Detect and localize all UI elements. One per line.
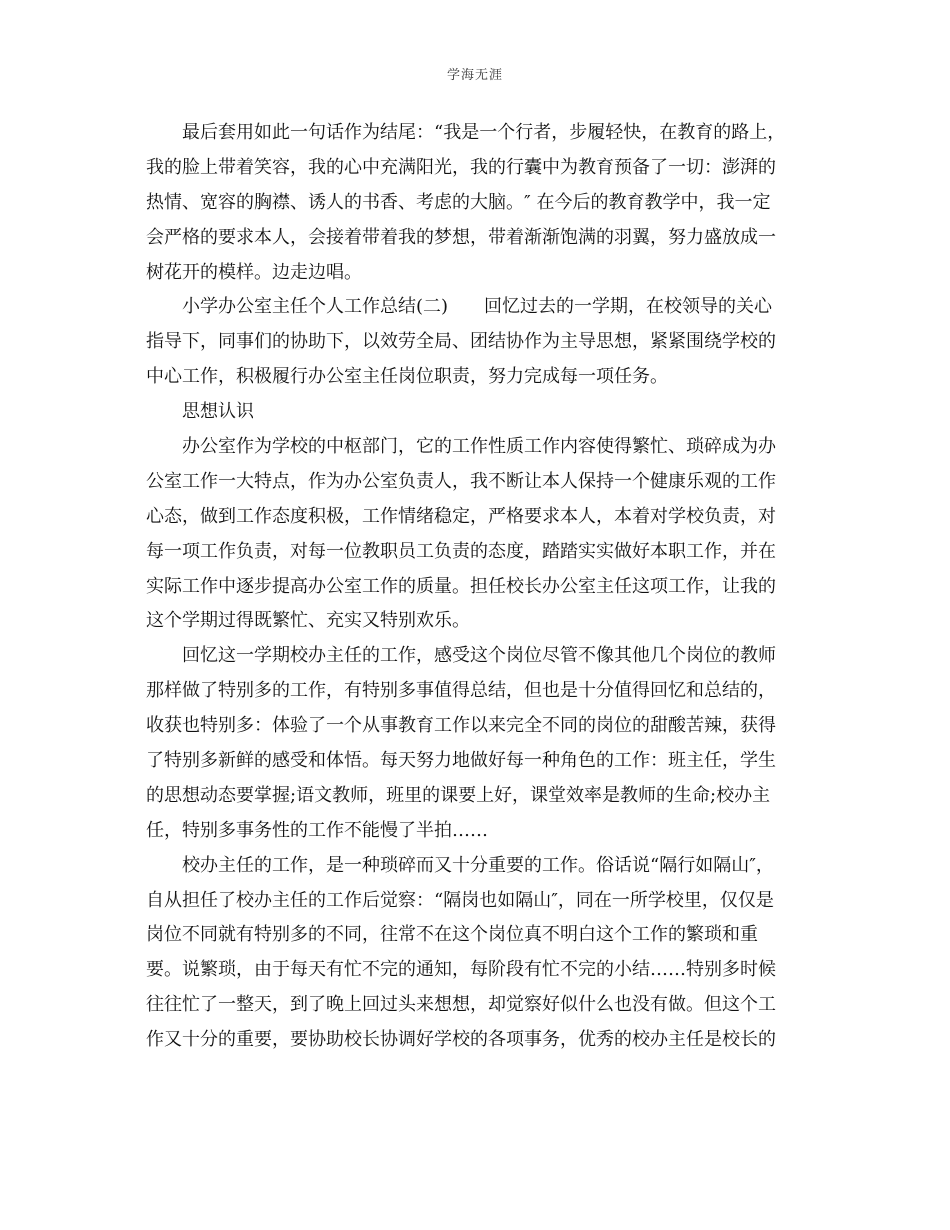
text-line: 回忆这一学期校办主任的工作，感受这个岗位尽管不像其他几个岗位的教师 [182,645,776,667]
text-line: 校办主任的工作，是一种琐碎而又十分重要的工作。俗话说“隔行如隔山″， [182,854,774,876]
text-line: 实际工作中逐步提高办公室工作的质量。担任校长办公室主任这项工作，让我的 [146,575,776,597]
text-line: 中心工作，积极履行办公室主任岗位职责，努力完成每一项任务。 [146,366,668,388]
page-header: 学海无涯 [446,68,503,83]
text-line: 任，特别多事务性的工作不能慢了半拍…… [146,819,488,841]
text-line: 办公室作为学校的中枢部门，它的工作性质工作内容使得繁忙、琐碎成为办 [182,436,776,458]
text-line: 往往忙了一整天，到了晚上回过头来想想，却觉察好似什么也没有做。但这个工 [146,994,776,1016]
text-line: 那样做了特别多的工作，有特别多事值得总结，但也是十分值得回忆和总结的， [146,680,776,702]
text-line: 这个学期过得既繁忙、充实又特别欢乐。 [146,610,470,632]
text-line: 思想认识 [182,401,254,423]
text-line: 我的脸上带着笑容，我的心中充满阳光，我的行囊中为教育预备了一切：澎湃的 [146,156,776,178]
text-line: 岗位不同就有特别多的不同，往常不在这个岗位真不明白这个工作的繁琐和重 [146,924,758,946]
text-line: 要。说繁琐，由于每天有忙不完的通知，每阶段有忙不完的小结……特别多时候 [146,959,776,981]
text-line: 会严格的要求本人，会接着带着我的梦想，带着渐渐饱满的羽翼，努力盛放成一 [146,226,776,248]
text-line: 的思想动态要掌握;语文教师，班里的课要上好，课堂效率是教师的生命;校办主 [146,784,771,806]
text-line: 收获也特别多：体验了一个从事教育工作以来完全不同的岗位的甜酸苦辣，获得 [146,715,776,737]
text-line: 热情、宽容的胸襟、诱人的书香、考虑的大脑。″ 在今后的教育教学中，我一定 [146,191,771,213]
text-line: 自从担任了校办主任的工作后觉察：“隔岗也如隔山″，同在一所学校里，仅仅是 [146,889,774,911]
text-line: 每一项工作负责，对每一位教职员工负责的态度，踏踏实实做好本职工作，并在 [146,540,776,562]
document-body [146,116,810,1058]
text-line: 小学办公室主任个人工作总结(二) 回忆过去的一学期，在校领导的关心 [182,296,773,318]
text-line: 心态，做到工作态度积极，工作情绪稳定，严格要求本人，本着对学校负责，对 [146,505,776,527]
text-line: 树花开的模样。边走边唱。 [146,261,362,283]
text-line: 最后套用如此一句话作为结尾：“我是一个行者，步履轻快，在教育的路上， [182,122,786,143]
text-line: 公室工作一大特点，作为办公室负责人，我不断让本人保持一个健康乐观的工作 [146,470,776,492]
text-line: 了特别多新鲜的感受和体悟。每天努力地做好每一种角色的工作：班主任，学生 [146,750,776,772]
text-line: 作又十分的重要，要协助校长协调好学校的各项事务，优秀的校办主任是校长的 [146,1029,776,1051]
text-line: 指导下，同事们的协助下，以效劳全局、团结协作为主导思想，紧紧围绕学校的 [146,331,776,353]
